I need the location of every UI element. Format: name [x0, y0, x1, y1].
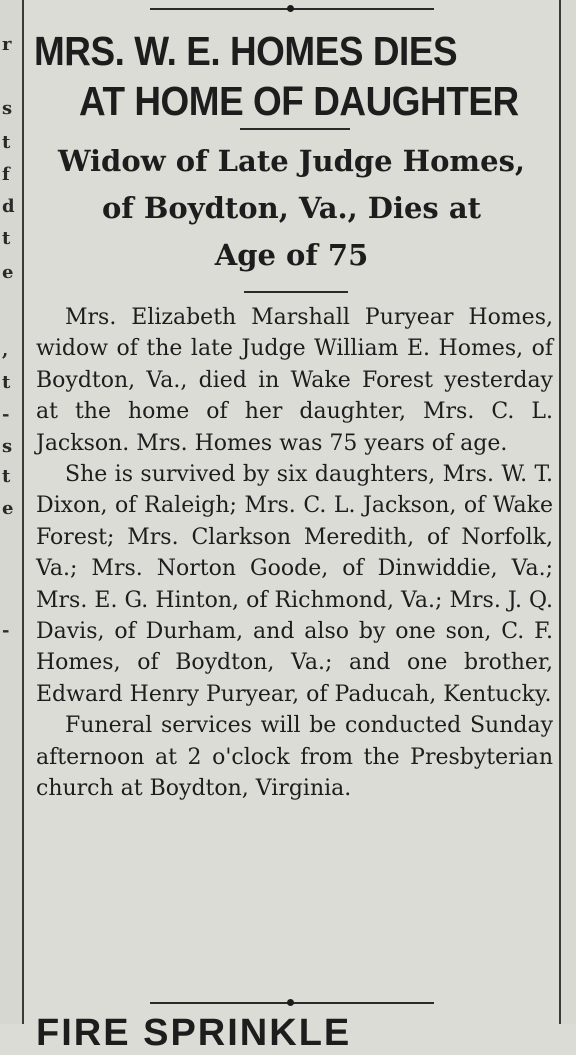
adjacent-letter: t — [2, 228, 11, 249]
article-headline — [34, 26, 552, 126]
paragraph-obituary: Mrs. Elizabeth Marshall Puryear Homes, widow of the late Judge William E. Homes, of Boydton, Va., died in Wake Forest yesterday at the home of her daughter, Mrs. C. L. Jackson. Mrs. Homes was 75 years of age. — [36, 305, 553, 456]
bottom-rule-dot — [287, 999, 294, 1006]
adjacent-letter: r — [2, 34, 12, 55]
subhead-line-3: Age of 75 — [214, 238, 369, 272]
headline-divider — [240, 128, 350, 130]
article-subheadline — [24, 138, 559, 279]
adjacent-letter: , — [2, 340, 9, 361]
adjacent-letter: s — [2, 436, 13, 457]
adjacent-letter: e — [2, 498, 14, 519]
article-column — [24, 0, 559, 1054]
adjacent-letter: t — [2, 132, 11, 153]
top-rule-dot — [287, 5, 294, 12]
adjacent-column-edge-right — [561, 0, 576, 1024]
adjacent-letter: f — [2, 164, 10, 185]
adjacent-letter: t — [2, 466, 11, 487]
headline-line-1: MRS. W. E. HOMES DIES — [34, 28, 458, 74]
subhead-divider — [244, 291, 348, 293]
subhead-line-1: Widow of Late Judge Homes, — [57, 144, 525, 178]
next-article-headline-fragment: FIRE SPRINKLE — [36, 1012, 352, 1054]
adjacent-letter: - — [2, 404, 10, 425]
adjacent-letter: e — [2, 262, 14, 283]
paragraph-funeral: Funeral services will be conducted Sunday afternoon at 2 o'clock from the Presbyterian church at Boydton, Virginia. — [36, 713, 553, 802]
adjacent-letter: s — [2, 98, 13, 119]
article-body — [36, 302, 553, 805]
adjacent-letter: d — [2, 196, 15, 217]
subhead-line-2: of Boydton, Va., Dies at — [101, 191, 482, 225]
adjacent-letter: t — [2, 372, 11, 393]
adjacent-letter: - — [2, 620, 10, 641]
adjacent-column-edge — [0, 0, 22, 1024]
paragraph-survivors: She is survived by six daughters, Mrs. W. T. Dixon, of Raleigh; Mrs. C. L. Jackson, of Wake Forest; Mrs. Clarkson Meredith, of Norfolk, Va.; Mrs. Norton Goode, of Dinwiddie, Va.; Mrs. E. G. Hinton, of Richmond, Va.; Mrs. J. Q. Davis, of Durham, and also by one son, C. F. Homes, of Boydton, Va.; and one brother, Edward Henry Puryear, of Paducah, Kentucky. — [36, 462, 553, 707]
headline-line-2: AT HOME OF DAUGHTER — [79, 78, 519, 124]
